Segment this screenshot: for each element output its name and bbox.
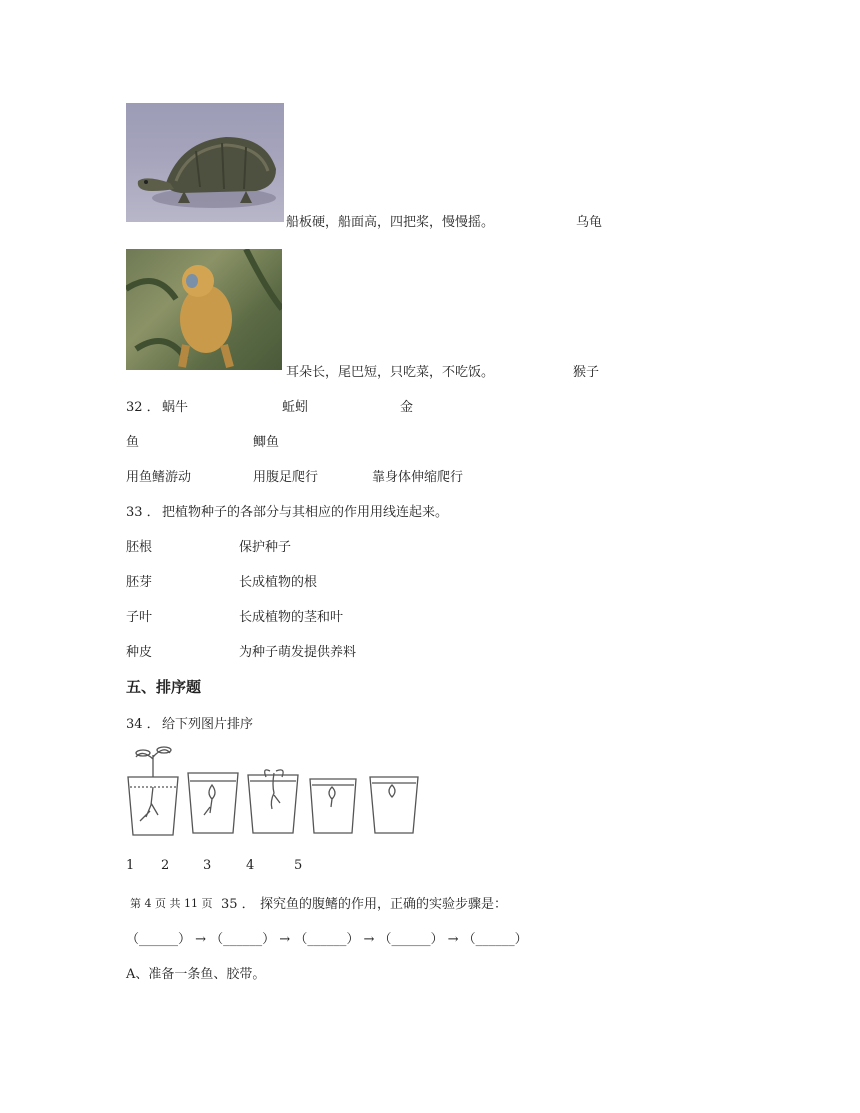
q33-left-item: 胚根 [126, 540, 153, 555]
q33-left-item: 子叶 [126, 610, 153, 625]
match-animal-turtle: 乌龟 [576, 215, 603, 230]
q32-animal-crucian: 鲫鱼 [253, 435, 280, 450]
q35-option-a: A、准备一条鱼、胶带。 [126, 967, 266, 982]
q32-animal-earthworm: 蚯蚓 [282, 400, 309, 415]
q34-order-number: 2 [161, 858, 170, 873]
q35-answer-blanks[interactable]: （______） → （______） → （______） → （______） → （______） [126, 932, 528, 947]
q34-order-number: 3 [203, 858, 212, 873]
q32-move-foot: 用腹足爬行 [253, 470, 319, 485]
match-desc-turtle: 船板硬，船面高，四把桨，慢慢摇。 [286, 215, 495, 230]
q32-move-fins: 用鱼鳍游动 [126, 470, 192, 485]
q32-animal-snail: 蜗牛 [162, 400, 189, 415]
match-animal-monkey: 猴子 [573, 365, 600, 380]
q33-right-item: 长成植物的根 [239, 575, 318, 590]
q32-animal-gold: 金 [400, 400, 414, 415]
q34-order-number: 4 [246, 858, 255, 873]
q33-right-item: 为种子萌发提供养料 [239, 645, 357, 660]
q33-left-item: 胚芽 [126, 575, 153, 590]
q33-right-item: 长成植物的茎和叶 [239, 610, 344, 625]
q34-order-number: 1 [126, 858, 135, 873]
match-desc-monkey: 耳朵长，尾巴短，只吃菜，不吃饭。 [286, 365, 495, 380]
q33-number: 33 ． [126, 505, 160, 520]
q32-move-body: 靠身体伸缩爬行 [372, 470, 464, 485]
seedling-pots-illustration [126, 745, 426, 840]
monkey-photo [126, 249, 282, 370]
q34-number: 34 ． [126, 717, 160, 732]
section-heading: 五、排序题 [126, 678, 202, 696]
page-footer: 第 4 页 共 11 页 [130, 897, 213, 910]
q34-order-number: 5 [294, 858, 303, 873]
q33-right-item: 保护种子 [239, 540, 292, 555]
q32-number: 32 ． [126, 400, 160, 415]
q35-number: 35 ． [221, 897, 255, 912]
q35-text: 探究鱼的腹鳍的作用，正确的实验步骤是： [260, 897, 508, 912]
q32-animal-fish: 鱼 [126, 435, 140, 450]
q34-text: 给下列图片排序 [162, 717, 254, 732]
turtle-photo [126, 103, 284, 222]
q33-text: 把植物种子的各部分与其相应的作用用线连起来。 [162, 505, 449, 520]
q33-left-item: 种皮 [126, 645, 153, 660]
